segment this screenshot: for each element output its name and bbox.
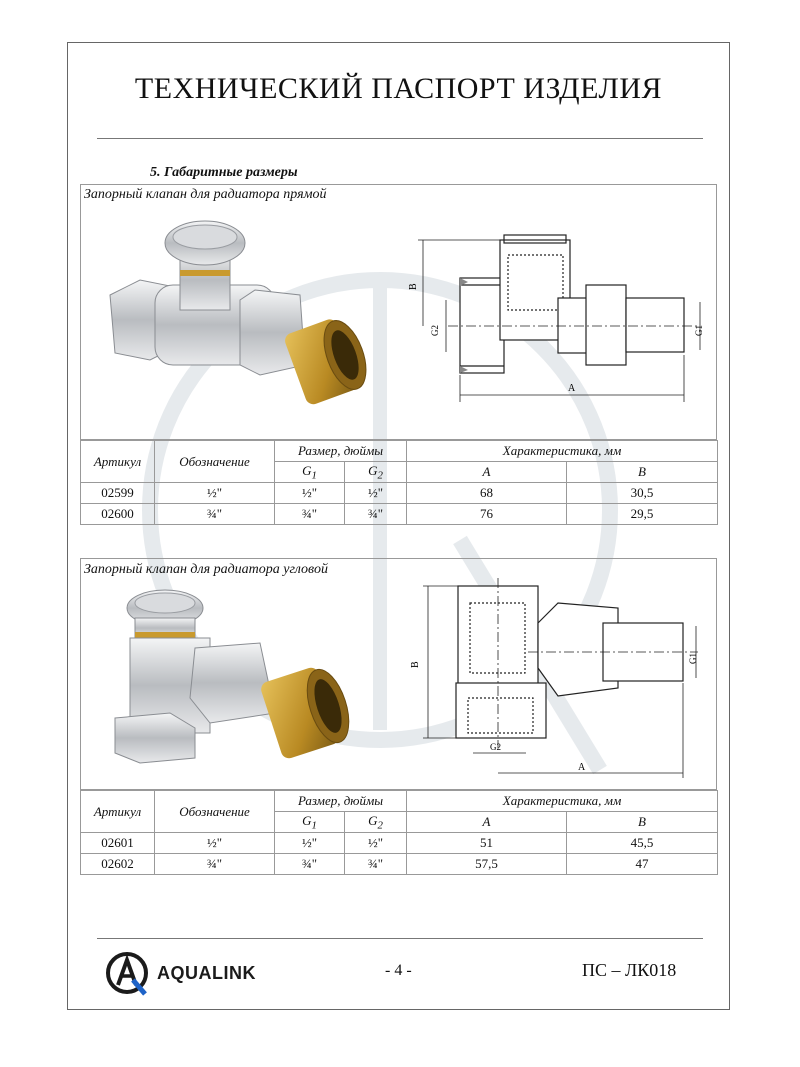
col-designation: Обозначение xyxy=(155,441,275,483)
col-characteristics: Характеристика, мм xyxy=(407,791,718,812)
sub-b: B xyxy=(567,462,718,483)
straight-dim-g1: G1 xyxy=(694,325,704,336)
straight-valve-table xyxy=(80,440,718,525)
aqualink-logo xyxy=(105,950,256,996)
sub-g1: $G_1$ xyxy=(275,462,345,483)
angle-valve-drawing xyxy=(408,578,713,783)
table-row: 02601 ½" ½" ½" 51 45,5 xyxy=(81,833,718,854)
col-article: Артикул xyxy=(81,791,155,833)
col-designation: Обозначение xyxy=(155,791,275,833)
angle-dim-a: A xyxy=(578,762,586,773)
sub-g1: $G_1$ xyxy=(275,812,345,833)
angle-dim-b: B xyxy=(410,661,421,668)
sub-b: B xyxy=(567,812,718,833)
straight-dim-b: B xyxy=(408,283,419,290)
sub-a: A xyxy=(407,812,567,833)
aqualink-emblem-icon xyxy=(105,950,151,996)
footer-divider xyxy=(97,938,703,939)
col-size: Размер, дюймы xyxy=(275,791,407,812)
sub-g2: $G_2$ xyxy=(345,812,407,833)
angle-dim-g2: G2 xyxy=(490,742,501,752)
table-row: 02599 ½" ½" ½" 68 30,5 xyxy=(81,483,718,504)
straight-valve-photo xyxy=(105,215,380,430)
section-heading: 5. Габаритные размеры xyxy=(150,165,298,180)
table-row: 02600 ¾" ¾" ¾" 76 29,5 xyxy=(81,504,718,525)
brand-name: AQUALINK xyxy=(157,962,256,983)
straight-dim-g2: G2 xyxy=(430,325,440,336)
angle-valve-caption: Запорный клапан для радиатора угловой xyxy=(84,562,328,577)
sub-a: A xyxy=(407,462,567,483)
title-divider xyxy=(97,138,703,139)
col-article: Артикул xyxy=(81,441,155,483)
angle-valve-table xyxy=(80,790,718,875)
straight-valve-drawing xyxy=(408,230,713,415)
sub-g2: $G_2$ xyxy=(345,462,407,483)
document-title: ТЕХНИЧЕСКИЙ ПАСПОРТ ИЗДЕЛИЯ xyxy=(134,72,663,105)
angle-dim-g1: G1 xyxy=(688,653,698,664)
col-size: Размер, дюймы xyxy=(275,441,407,462)
straight-valve-caption: Запорный клапан для радиатора прямой xyxy=(84,187,327,202)
document-code: ПС – ЛК018 xyxy=(582,960,677,980)
col-characteristics: Характеристика, мм xyxy=(407,441,718,462)
straight-dim-a: A xyxy=(568,383,576,394)
angle-valve-photo xyxy=(110,588,365,778)
table-row: 02602 ¾" ¾" ¾" 57,5 47 xyxy=(81,854,718,875)
page-number: - 4 - xyxy=(385,962,412,979)
